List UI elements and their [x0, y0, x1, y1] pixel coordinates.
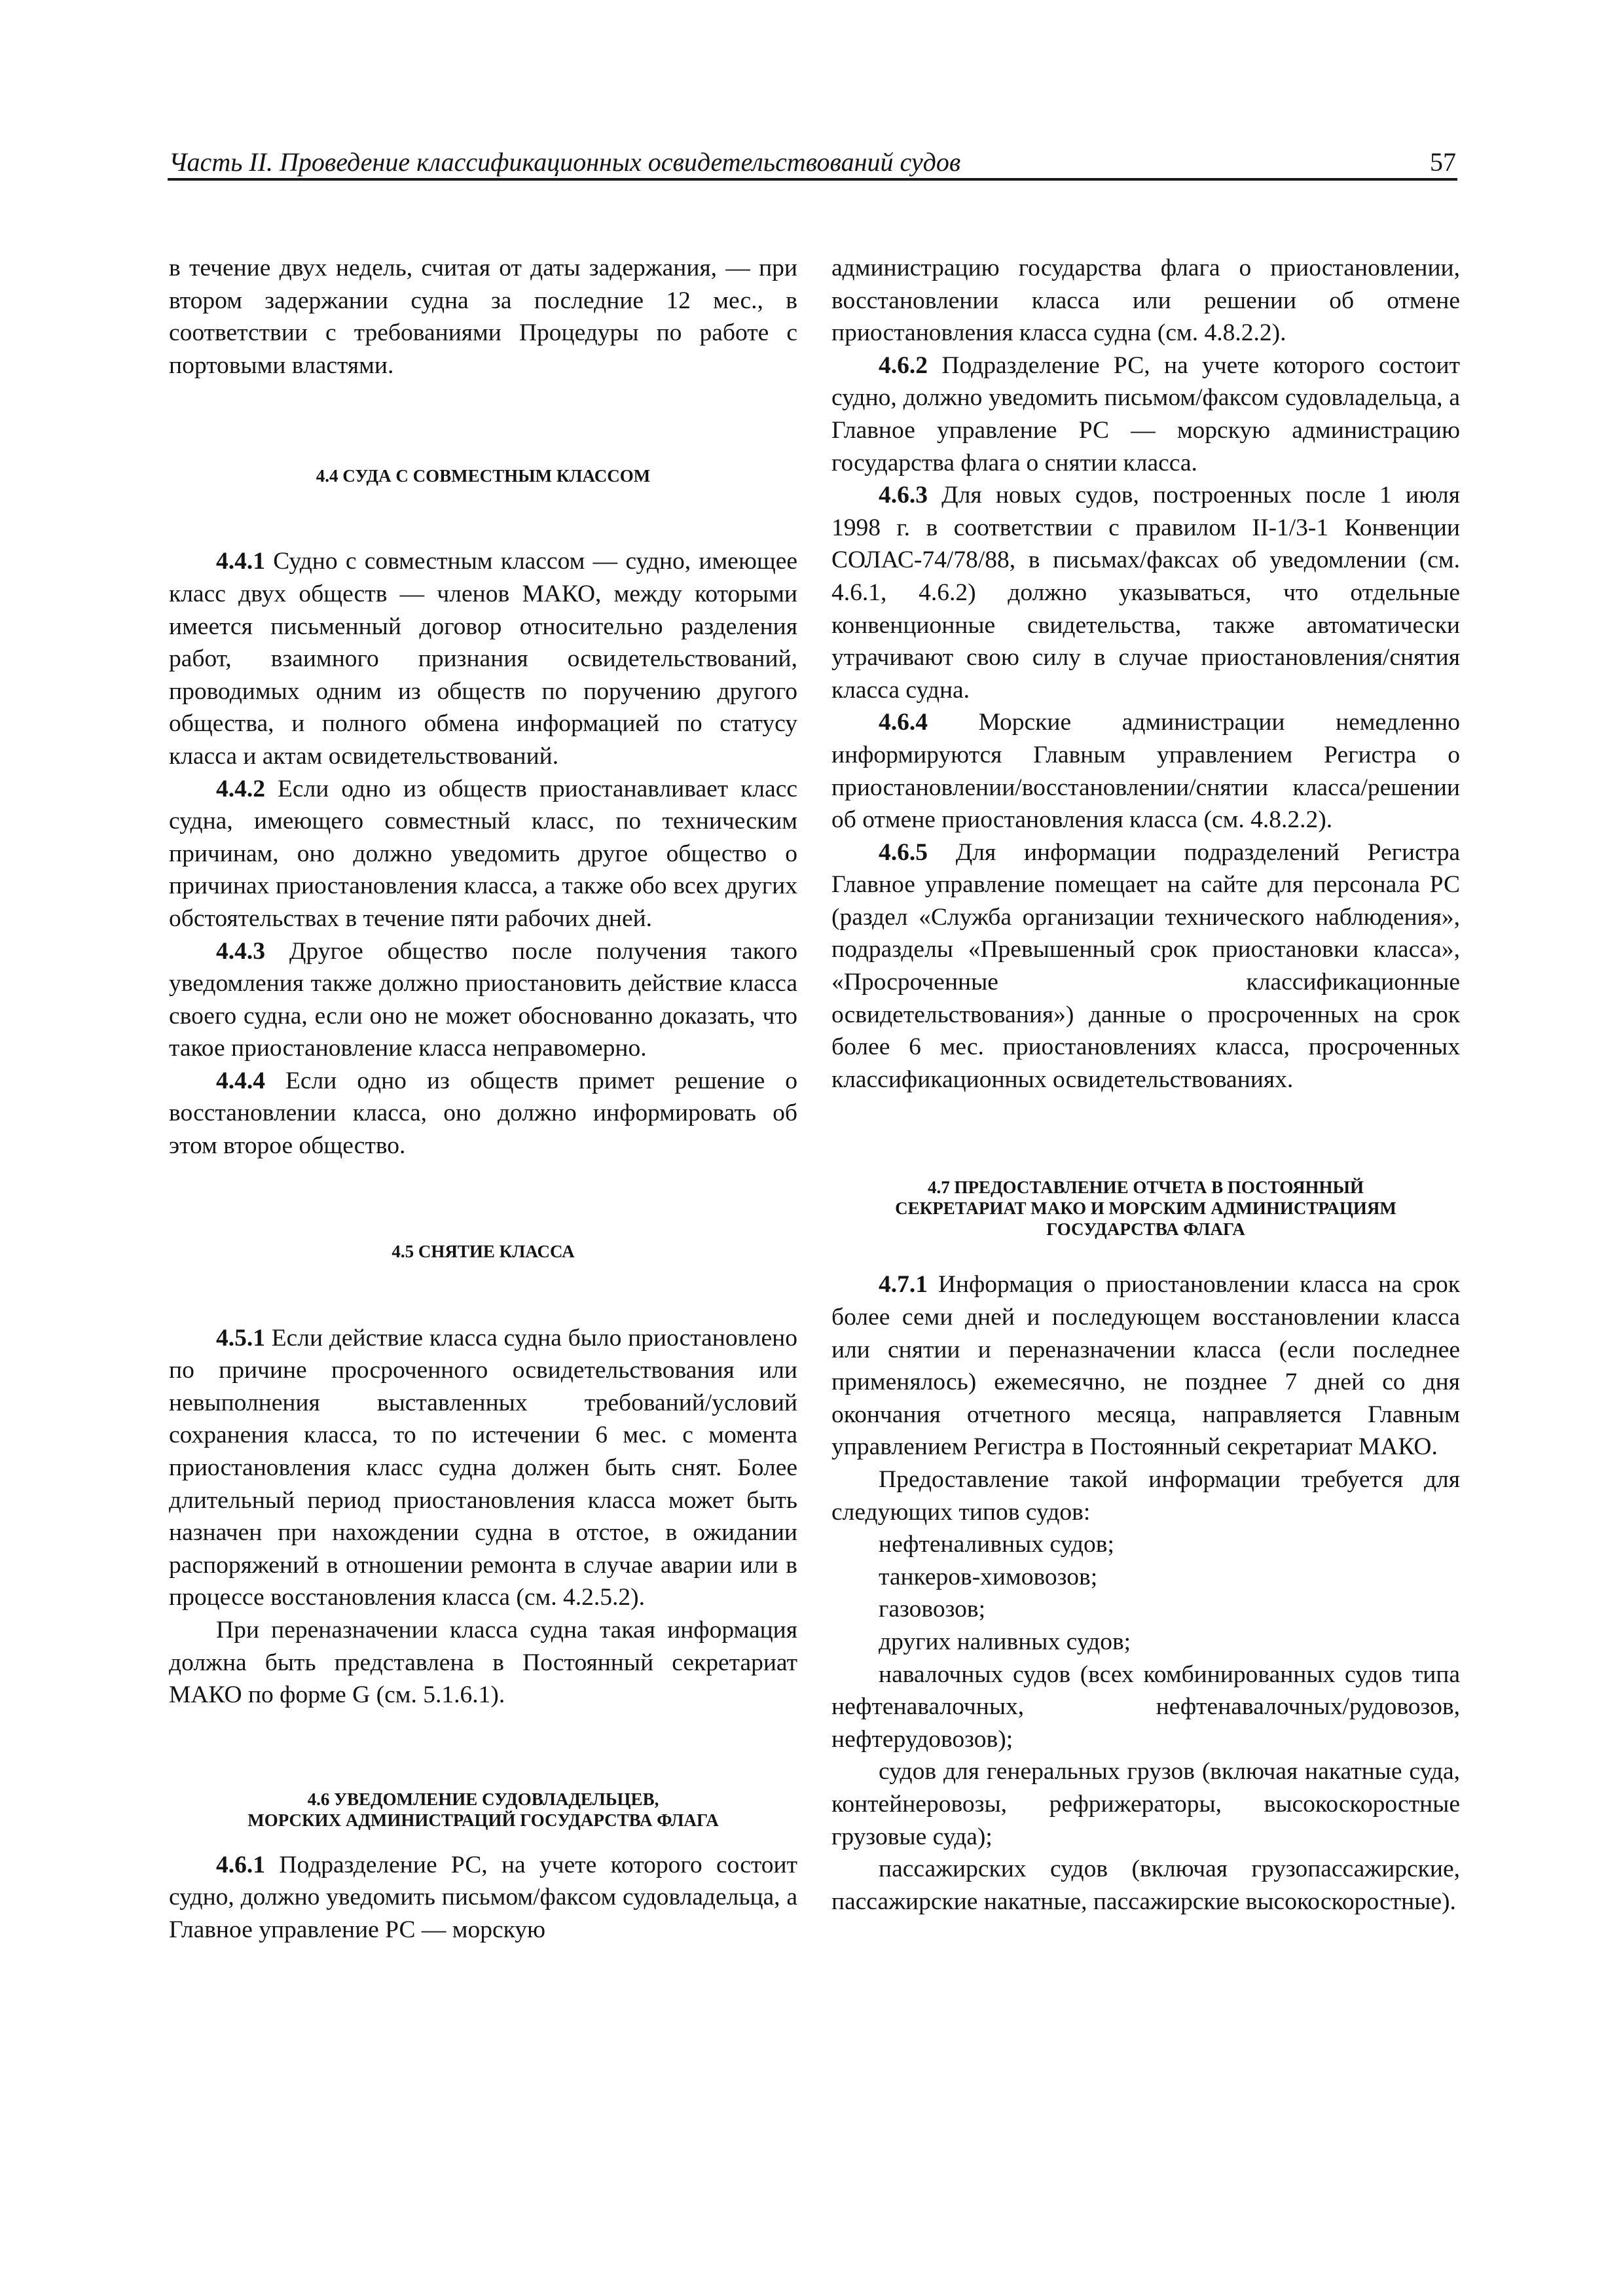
clause-number: 4.5.1	[216, 1324, 265, 1352]
right-column	[831, 252, 1460, 1918]
paragraph-4-6-1	[169, 1849, 797, 1946]
list-item: навалочных судов (всех комбинированных судов типа нефтенавалочных, нефтенавалочных/рудовозов, нефтерудовозов);	[831, 1660, 1460, 1753]
clause-number: 4.4.1	[216, 548, 265, 575]
clause-number: 4.4.4	[216, 1067, 265, 1094]
heading-line: МОРСКИХ АДМИНИСТРАЦИЙ ГОСУДАРСТВА ФЛАГА	[247, 1810, 719, 1830]
paragraph-4-7-1	[831, 1268, 1460, 1463]
clause-number: 4.6.1	[216, 1851, 265, 1878]
paragraph-4-4-2	[169, 773, 797, 935]
list-item: танкеров-химовозов;	[879, 1563, 1098, 1590]
paragraph-4-7-1-b: Предоставление такой информации требуется для следующих типов судов:	[831, 1466, 1460, 1526]
paragraph-4-5-1	[169, 1322, 797, 1614]
clause-text: Информация о приостановлении класса на срок более семи дней и последующем восстановлении класса или снятии и переназначении класса (если последнее применялось) ежемесячно, не позднее 7 дней со дня окончания отчетного месяца, направляется Главным управлением Регистра в Постоянный секретариат МАКО.	[831, 1271, 1460, 1461]
paragraph-4-6-4	[831, 706, 1460, 836]
paragraph-4-4-1	[169, 545, 797, 772]
list-item: других наливных судов;	[879, 1628, 1131, 1655]
list-item: газовозов;	[879, 1596, 986, 1623]
clause-text: Для информации подразделений Регистра Главное управление помещает на сайте для персонала РС (раздел «Служба организации технического наблюдения», подразделы «Превышенный срок приостановки класса», «Просроченные классификационные освидетельствования») данные о просроченных на срок более 6 мес. приостановлениях класса, просроченных классификационных освидетельствованиях.	[831, 838, 1460, 1093]
paragraph-continuation: администрацию государства флага о приостановлении, восстановлении класса или решении об отмене приостановления класса судна (см. 4.8.2.2).	[831, 255, 1460, 347]
paragraph-4-4-4	[169, 1065, 797, 1162]
paragraph-4-6-2	[831, 350, 1460, 479]
clause-text: Другое общество после получения такого уведомления также должно приостановить действие класса своего судна, если оно не может обоснованно доказать, что такое приостановление класса неправомерно.	[169, 937, 797, 1062]
heading-line: СЕКРЕТАРИАТ МАКО И МОРСКИМ АДМИНИСТРАЦИЯМ	[895, 1198, 1396, 1219]
clause-number: 4.7.1	[879, 1271, 928, 1299]
clause-text: Подразделение РС, на учете которого состоит судно, должно уведомить письмом/факсом судовладельца, а Главное управление РС — морскую администрацию государства флага о снятии класса.	[831, 351, 1461, 476]
clause-number: 4.4.3	[216, 937, 265, 965]
heading-line: 4.6 УВЕДОМЛЕНИЕ СУДОВЛАДЕЛЬЦЕВ,	[307, 1789, 659, 1809]
paragraph-4-6-3	[831, 479, 1460, 706]
list-item: пассажирских судов (включая грузопассажирские, пассажирские накатные, пассажирские высокоскоростные).	[831, 1856, 1460, 1915]
paragraph-4-4-3	[169, 935, 797, 1065]
clause-text: Для новых судов, построенных после 1 июля 1998 г. в соответствии с правилом II-1/3-1 Конвенции СОЛАС-74/78/88, в письмах/факсах об уведомлении (см. 4.6.1, 4.6.2) должно указываться, что отдельные конвенционные свидетельства, также автоматически утрачивают свою силу в случае приостановления/снятия класса судна.	[831, 482, 1460, 704]
section-heading-4-5: 4.5 СНЯТИЕ КЛАССА	[392, 1241, 575, 1261]
heading-line: ГОСУДАРСТВА ФЛАГА	[1046, 1219, 1245, 1240]
clause-text: Подразделение РС, на учете которого состоит судно, должно уведомить письмом/факсом судовладельца, а Главное управление РС — морскую	[169, 1851, 798, 1943]
clause-text: Если действие класса судна было приостановлено по причине просроченного освидетельствования или невыполнения выставленных требований/условий сохранения класса, то по истечении 6 мес. с момента приостановления класс судна должен быть снят. Более длительный период приостановления класса может быть назначен при нахождении судна в отстое, в ожидании распоряжений в отношении ремонта в случае аварии или в процессе восстановления класса (см. 4.2.5.2).	[169, 1324, 797, 1611]
clause-text: Если одно из обществ примет решение о восстановлении класса, оно должно информировать об этом второе общество.	[169, 1067, 797, 1160]
page-number: 57	[1430, 147, 1456, 177]
section-heading-4-4: 4.4 СУДА С СОВМЕСТНЫМ КЛАССОМ	[316, 466, 651, 486]
running-title: Часть II. Проведение классификационных освидетельствований судов	[169, 147, 961, 177]
paragraph-4-5-1-b: При переназначении класса судна такая информация должна быть представлена в Постоянный секретариат МАКО по форме G (см. 5.1.6.1).	[169, 1617, 797, 1709]
clause-number: 4.6.2	[879, 351, 928, 379]
section-heading-4-7	[831, 1177, 1460, 1240]
clause-number: 4.6.3	[879, 482, 928, 509]
list-item: судов для генеральных грузов (включая накатные суда, контейнеровозы, рефрижераторы, высокоскоростные грузовые суда);	[831, 1758, 1460, 1850]
clause-number: 4.6.4	[879, 709, 928, 736]
clause-text: Если одно из обществ приостанавливает класс судна, имеющего совместный класс, по техническим причинам, оно должно уведомить другое общество о причинах приостановления класса, а также обо всех других обстоятельствах в течение пяти рабочих дней.	[169, 775, 798, 932]
paragraph-continuation: в течение двух недель, считая от даты задержания, — при втором задержании судна за последние 12 мес., в соответствии с требованиями Процедуры по работе с портовыми властями.	[169, 255, 797, 379]
list-item: нефтеналивных судов;	[879, 1531, 1114, 1558]
paragraph-4-6-5	[831, 836, 1460, 1096]
heading-line: 4.7 ПРЕДОСТАВЛЕНИЕ ОТЧЕТА В ПОСТОЯННЫЙ	[927, 1177, 1364, 1198]
page-header	[168, 145, 1457, 181]
left-column	[169, 252, 797, 1946]
clause-text: Судно с совместным классом — судно, имеющее класс двух обществ — членов МАКО, между которыми имеется письменный договор относительно разделения работ, взаимного признания освидетельствований, проводимых одним из обществ по поручению другого общества, и полного обмена информацией по статусу класса и актам освидетельствований.	[169, 548, 797, 770]
clause-text: Морские администрации немедленно информируются Главным управлением Регистра о приостановлении/восстановлении/снятии класса/решении об отмене приостановления класса (см. 4.8.2.2).	[831, 709, 1461, 834]
clause-number: 4.6.5	[879, 838, 928, 866]
clause-number: 4.4.2	[216, 775, 265, 802]
section-heading-4-6	[169, 1789, 797, 1831]
